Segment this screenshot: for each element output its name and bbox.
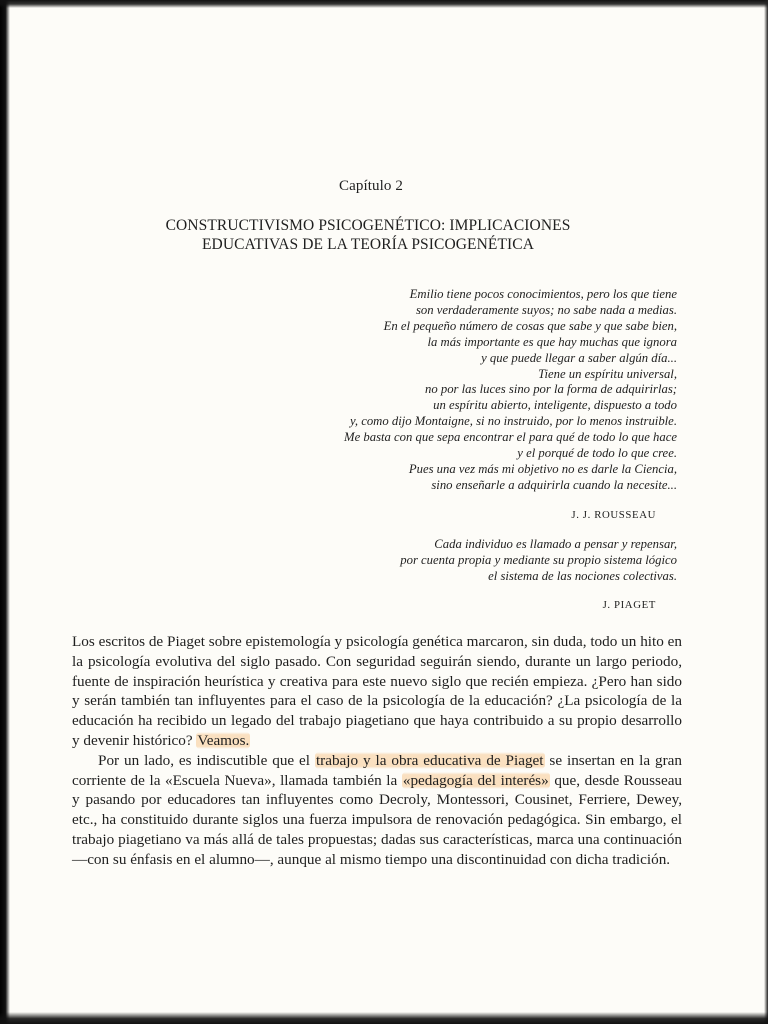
- highlighted-text: trabajo y la obra educativa de Piaget: [315, 751, 544, 769]
- epigraph-line: sino enseñarle a adquirirla cuando la necesite...: [431, 477, 677, 492]
- chapter-title-line-2: EDUCATIVAS DE LA TEORÍA PSICOGENÉTICA: [201, 236, 535, 253]
- paragraph-text: se insertan en la gran corriente de la «Escuela Nueva», llamada también la: [72, 751, 683, 789]
- epigraph-line: y que puede llegar a saber algún día...: [481, 350, 677, 365]
- epigraph-line: Cada individuo es llamado a pensar y repensar,: [434, 537, 677, 551]
- piaget-attribution: J. PIAGET: [602, 599, 656, 611]
- highlighted-text: «pedagogía del interés»: [402, 771, 549, 789]
- highlighted-text: Veamos.: [197, 731, 250, 749]
- paragraph-text: Los escritos de Piaget sobre epistemología y psicología genética marcaron, sin duda, todo un hito en la psicología evolutiva del siglo pasado. Con seguridad seguirán siendo, durante un largo periodo, fuente de inspiración heurística y creativa para este nuevo siglo que recién empieza. ¿Pero han sido y serán también tan influyentes para el caso de la psicología de la educación? ¿La psicología de la educación ha recibido un legado del trabajo piagetiano que haya contribuido a su propio desarrollo y devenir histórico?: [72, 633, 682, 749]
- scan-bottom-edge: [0, 1012, 768, 1024]
- scan-right-edge: [764, 0, 768, 1024]
- piaget-epigraph: [257, 537, 677, 585]
- scan-top-edge: [0, 0, 768, 8]
- paragraph-text: que, desde Rousseau y pasando por educadores tan influyentes como Decroly, Montessori, Cousinet, Ferriere, Dewey, etc., ha constituido durante siglos una fuerza impulsora de renovación pedagógica. Sin embargo, el trabajo piagetiano va más allá de tales propuestas; dadas sus características, marca una continuación —con su énfasis en el alumno—, aunque al mismo tiempo una discontinuidad con dicha tradición.: [72, 771, 683, 868]
- scan-left-edge: [0, 0, 10, 1024]
- rousseau-epigraph: [257, 287, 677, 494]
- chapter-label: Capítulo 2: [339, 178, 403, 194]
- epigraph-line: la más importante es que hay muchas que ignora: [427, 334, 677, 349]
- chapter-title: [118, 216, 618, 254]
- body-text: [72, 632, 682, 870]
- epigraph-line: y, como dijo Montaigne, si no instruido, por lo menos instruible.: [349, 414, 677, 429]
- body-paragraph-2: [72, 751, 682, 870]
- epigraph-line: son verdaderamente suyos; no sabe nada a medias.: [416, 302, 677, 317]
- epigraph-line: y el porqué de todo lo que cree.: [517, 446, 677, 461]
- epigraph-line: En el pequeño número de cosas que sabe y que sabe bien,: [383, 318, 677, 333]
- epigraph-line: no por las luces sino por la forma de adquirirlas;: [425, 382, 677, 397]
- epigraph-line: por cuenta propia y mediante su propio sistema lógico: [400, 552, 677, 567]
- epigraph-line: Emilio tiene pocos conocimientos, pero los que tiene: [409, 287, 677, 301]
- epigraph-line: el sistema de las nociones colectivas.: [488, 568, 677, 583]
- rousseau-attribution: J. J. ROUSSEAU: [571, 509, 656, 521]
- epigraph-line: Tiene un espíritu universal,: [538, 366, 677, 381]
- epigraph-line: un espíritu abierto, inteligente, dispuesto a todo: [433, 398, 677, 413]
- epigraph-line: Me basta con que sepa encontrar el para qué de todo lo que hace: [344, 430, 677, 445]
- body-paragraph-1: [72, 632, 682, 751]
- epigraph-line: Pues una vez más mi objetivo no es darle la Ciencia,: [408, 461, 677, 476]
- paragraph-text: Por un lado, es indiscutible que el: [98, 751, 311, 769]
- chapter-title-line-1: CONSTRUCTIVISMO PSICOGENÉTICO: IMPLICACIONES: [165, 217, 571, 234]
